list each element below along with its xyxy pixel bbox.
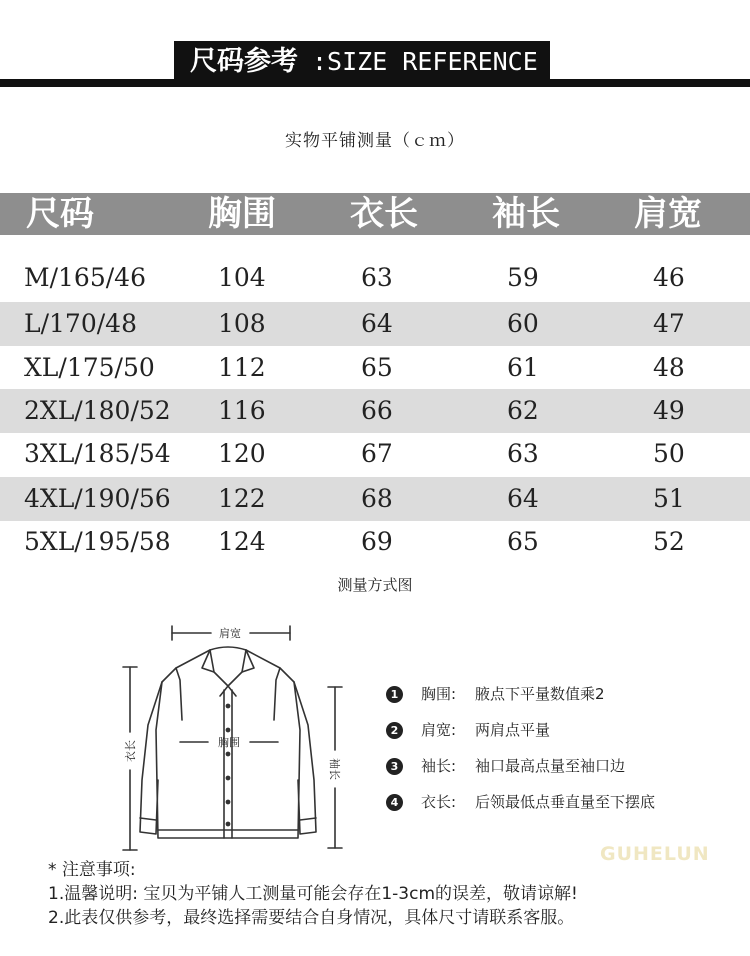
sleeve-label: 袖长 [328,758,341,780]
cell-length: 65 [361,353,393,382]
shirt-measurement-diagram [110,620,360,860]
cell-size: L/170/48 [24,309,137,338]
legend-desc: 后领最低点垂直量至下摆底 [475,793,656,811]
cell-length: 63 [361,263,393,292]
cell-length: 69 [361,527,393,556]
notes-section [48,858,578,930]
legend-item-shoulder [386,718,550,742]
cell-sleeve: 61 [507,353,539,382]
cell-sleeve: 59 [507,263,539,292]
length-label: 衣长 [124,740,137,762]
cell-length: 67 [361,439,393,468]
cell-sleeve: 63 [507,439,539,468]
cell-chest: 122 [218,484,266,513]
cell-shoulder: 48 [653,353,685,382]
cell-length: 64 [361,309,393,338]
legend-desc: 两肩点平量 [475,721,551,739]
table-row [0,432,750,476]
legend-name: 衣长: [421,793,457,811]
cell-shoulder: 51 [653,484,685,513]
shoulder-label: 肩宽 [219,627,241,640]
title-chinese: 尺码参考 [190,46,298,77]
cell-size: 5XL/195/58 [24,527,171,556]
table-row [0,302,750,346]
cell-length: 68 [361,484,393,513]
chest-label: 胸围 [218,736,240,749]
table-row [0,520,750,564]
cell-shoulder: 52 [653,527,685,556]
cell-chest: 104 [218,263,266,292]
legend-desc: 袖口最高点量至袖口边 [475,757,626,775]
table-row [0,256,750,300]
cell-sleeve: 62 [507,396,539,425]
table-row [0,346,750,390]
column-header-shoulder: 肩宽 [634,194,702,234]
legend-name: 袖长: [421,757,457,775]
number-badge: 3 [386,758,403,775]
column-header-size: 尺码 [26,194,94,234]
cell-length: 66 [361,396,393,425]
cell-size: M/165/46 [24,263,146,292]
cell-size: 3XL/185/54 [24,439,171,468]
cell-size: XL/175/50 [24,353,155,382]
cell-chest: 112 [218,353,266,382]
legend-item-chest [386,682,605,706]
number-badge: 2 [386,722,403,739]
notes-heading: * 注意事项: [48,860,136,880]
legend-desc: 腋点下平量数值乘2 [475,685,605,703]
cell-chest: 120 [218,439,266,468]
number-badge: 1 [386,686,403,703]
cell-shoulder: 49 [653,396,685,425]
cell-shoulder: 50 [653,439,685,468]
cell-chest: 116 [218,396,266,425]
cell-chest: 124 [218,527,266,556]
cell-shoulder: 47 [653,309,685,338]
table-header [0,193,750,235]
legend-name: 胸围: [421,685,457,703]
column-header-length: 衣长 [350,194,418,234]
measurement-subtitle: 实物平铺测量（ｃｍ） [285,131,465,151]
page-title [174,41,550,83]
legend-item-sleeve [386,754,625,778]
notes-line-1: 1.温馨说明: 宝贝为平铺人工测量可能会存在1-3cm的误差，敬请谅解! [48,884,578,904]
legend-name: 肩宽: [421,721,457,739]
notes-line-2: 2.此表仅供参考，最终选择需要结合自身情况，具体尺寸请联系客服。 [48,908,575,928]
number-badge: 4 [386,794,403,811]
legend-item-length [386,790,655,814]
cell-sleeve: 65 [507,527,539,556]
diagram-title: 测量方式图 [337,576,413,594]
brand-watermark: GUHELUN [600,843,710,865]
column-header-chest: 胸围 [208,194,276,234]
table-row [0,477,750,521]
cell-shoulder: 46 [653,263,685,292]
table-row [0,389,750,433]
cell-sleeve: 64 [507,484,539,513]
cell-size: 4XL/190/56 [24,484,171,513]
cell-sleeve: 60 [507,309,539,338]
title-english: :SIZE REFERENCE [312,47,538,76]
cell-chest: 108 [218,309,266,338]
cell-size: 2XL/180/52 [24,396,171,425]
column-header-sleeve: 袖长 [492,194,560,234]
